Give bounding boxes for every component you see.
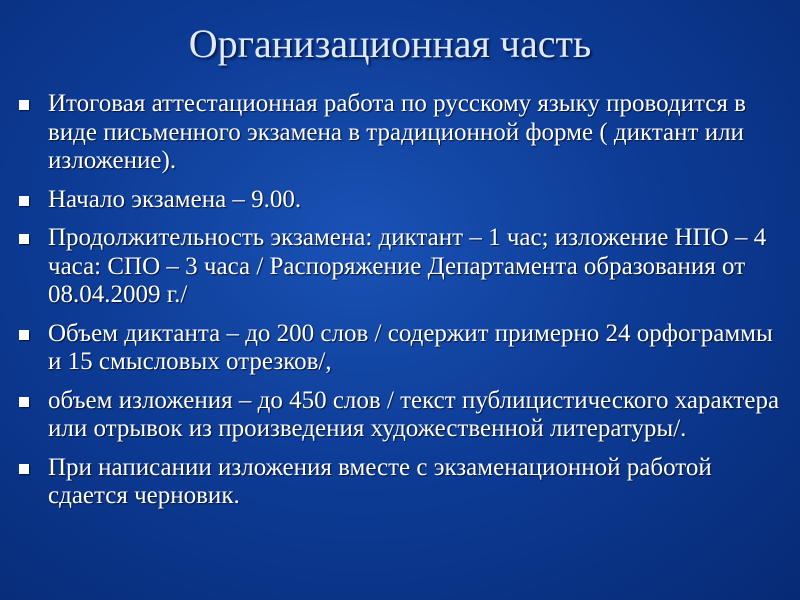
bullet-text: Итоговая аттестационная работа по русскому языку проводится в виде письменного экзамена в традиционной форме ( диктант или изложение).	[48, 90, 746, 174]
bullet-text: объем изложения – до 450 слов / текст публицистического характера или отрывок из произведения художественной литературы/.	[48, 386, 780, 442]
square-bullet-icon	[19, 397, 29, 407]
list-item	[14, 224, 790, 310]
list-item	[14, 387, 790, 444]
list-item	[14, 186, 790, 215]
bullet-text: Продолжительность экзамена: диктант – 1 час; изложение НПО – 4 часа: СПО – 3 часа / Распоряжение Департамента образования от 08.04.2009 г./	[48, 224, 767, 308]
list-item	[14, 454, 790, 511]
list-item	[14, 320, 790, 377]
square-bullet-icon	[19, 196, 29, 206]
bullet-text: При написании изложения вместе с экзаменационной работой сдается черновик.	[48, 453, 712, 509]
square-bullet-icon	[19, 330, 29, 340]
bullet-text: Объем диктанта – до 200 слов / содержит примерно 24 орфограммы и 15 смысловых отрезков/,	[48, 319, 773, 375]
slide-title: Организационная часть	[188, 21, 592, 66]
bullet-list	[14, 90, 790, 521]
square-bullet-icon	[19, 234, 29, 244]
list-item	[14, 90, 790, 176]
bullet-text: Начало экзамена – 9.00.	[48, 185, 302, 213]
square-bullet-icon	[19, 100, 29, 110]
square-bullet-icon	[19, 464, 29, 474]
